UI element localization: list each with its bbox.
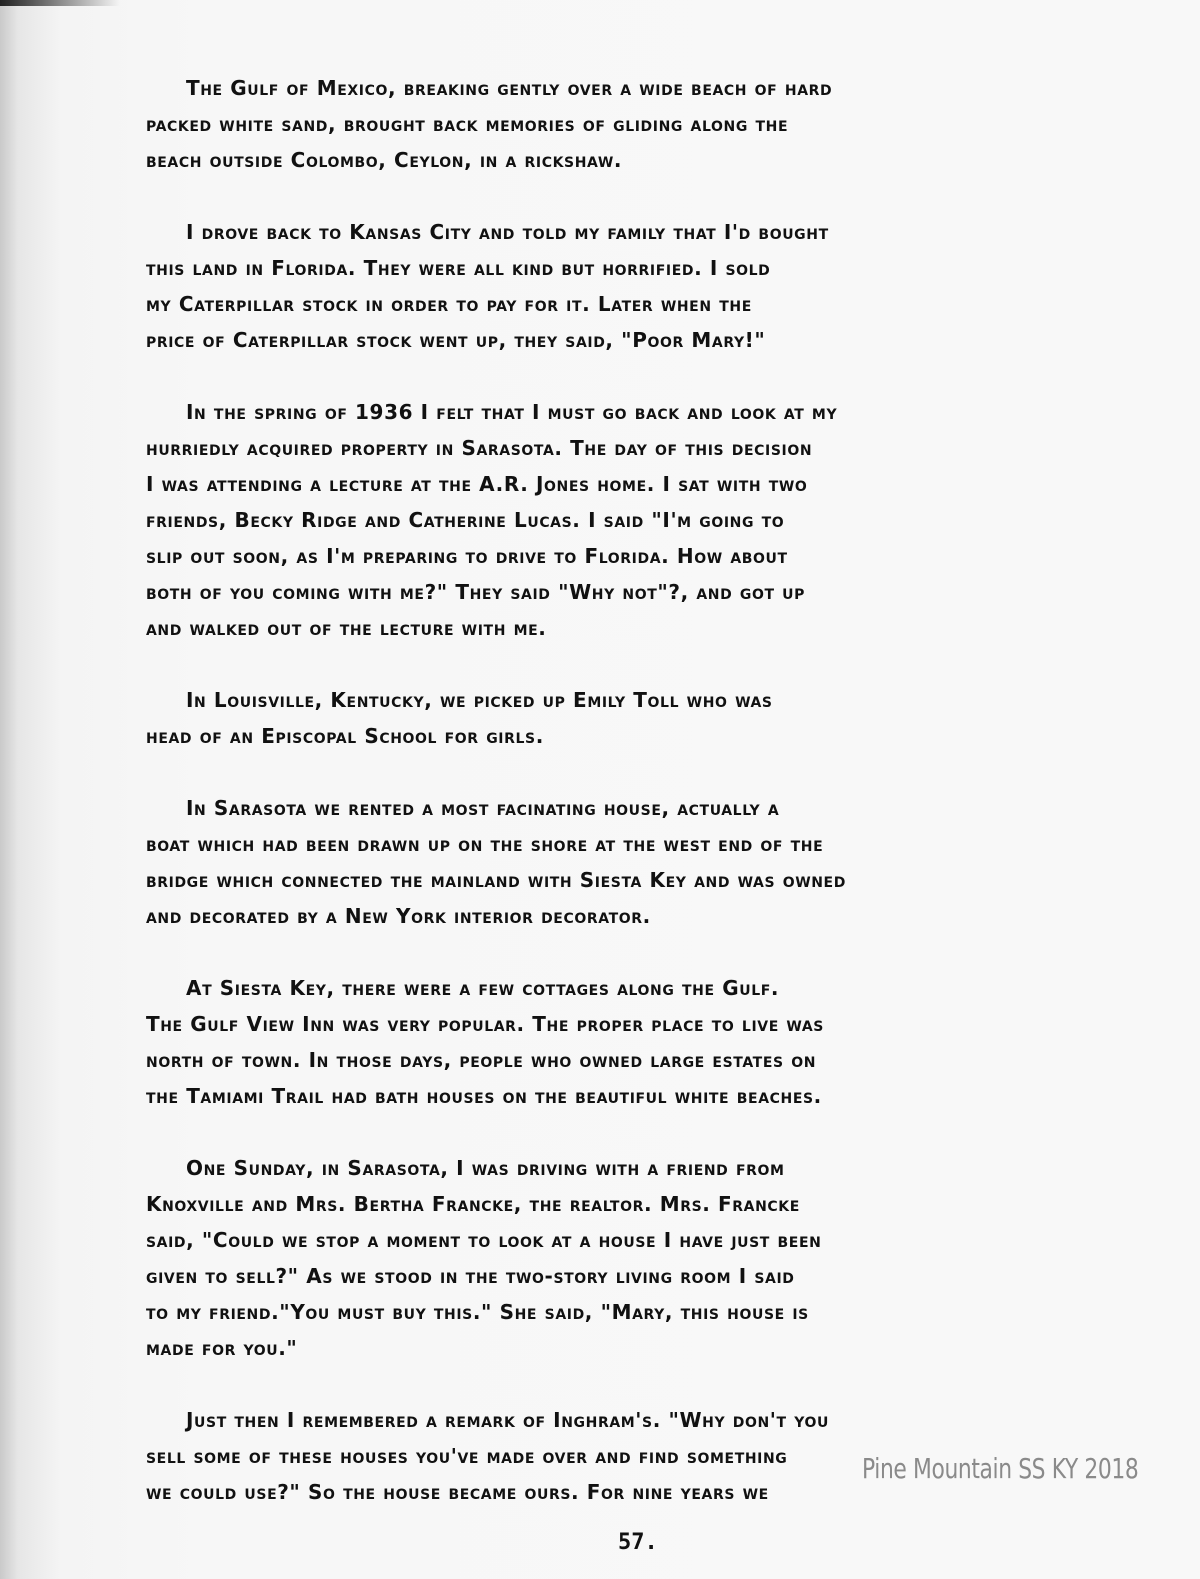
document-page: [146, 70, 1126, 1546]
watermark: Pine Mountain SS KY 2018: [862, 1452, 1139, 1485]
text-line: and walked out of the lecture with me.: [146, 616, 547, 640]
text-line: head of an Episcopal School for girls.: [146, 724, 544, 748]
text-line: my Caterpillar stock in order to pay for it. Later when the: [146, 292, 752, 316]
text-line: I was attending a lecture at the A.R. Jones home. I sat with two: [146, 472, 808, 496]
text-line: The Gulf View Inn was very popular. The proper place to live was: [146, 1012, 824, 1036]
text-line: In the spring of 1936 I felt that I must go back and look at my: [186, 400, 838, 424]
paragraph-kansas-city: [146, 214, 1126, 358]
text-line: Just then I remembered a remark of Inghram's. "Why don't you: [186, 1408, 829, 1432]
text-line: the Tamiami Trail had bath houses on the beautiful white beaches.: [146, 1084, 822, 1108]
text-line: At Siesta Key, there were a few cottages along the Gulf.: [186, 976, 780, 1000]
text-line: given to sell?" As we stood in the two-story living room I said: [146, 1264, 795, 1288]
text-line: One Sunday, in Sarasota, I was driving with a friend from: [186, 1156, 785, 1180]
text-line: boat which had been drawn up on the shore at the west end of the: [146, 832, 824, 856]
page-edge-shadow: [0, 0, 120, 6]
paragraph-sarasota-house: [146, 790, 1126, 934]
text-line: to my friend."You must buy this." She said, "Mary, this house is: [146, 1300, 809, 1324]
paragraph-louisville: [146, 682, 1126, 754]
text-line: In Sarasota we rented a most facinating house, actually a: [186, 796, 780, 820]
paragraph-gulf: [146, 70, 1126, 178]
text-line: I drove back to Kansas City and told my family that I'd bought: [186, 220, 829, 244]
text-line: we could use?" So the house became ours. For nine years we: [146, 1480, 769, 1504]
text-line: made for you.": [146, 1336, 298, 1360]
text-line: Knoxville and Mrs. Bertha Francke, the realtor. Mrs. Francke: [146, 1192, 800, 1216]
text-line: this land in Florida. They were all kind but horrified. I sold: [146, 256, 771, 280]
text-line: hurriedly acquired property in Sarasota. The day of this decision: [146, 436, 813, 460]
text-line: slip out soon, as I'm preparing to drive to Florida. How about: [146, 544, 788, 568]
text-line: said, "Could we stop a moment to look at a house I have just been: [146, 1228, 822, 1252]
text-line: packed white sand, brought back memories of gliding along the: [146, 112, 789, 136]
text-line: friends, Becky Ridge and Catherine Lucas. I said "I'm going to: [146, 508, 785, 532]
text-line: price of Caterpillar stock went up, they said, "Poor Mary!": [146, 328, 766, 352]
paragraph-spring-1936: [146, 394, 1126, 646]
text-line: sell some of these houses you've made over and find something: [146, 1444, 788, 1468]
text-line: both of you coming with me?" They said "Why not"?, and got up: [146, 580, 805, 604]
text-line: north of town. In those days, people who owned large estates on: [146, 1048, 817, 1072]
text-line: In Louisville, Kentucky, we picked up Emily Toll who was: [186, 688, 773, 712]
paragraph-one-sunday: [146, 1150, 1126, 1366]
paragraph-siesta-key: [146, 970, 1126, 1114]
text-line: beach outside Colombo, Ceylon, in a rickshaw.: [146, 148, 623, 172]
text-line: bridge which connected the mainland with Siesta Key and was owned: [146, 868, 846, 892]
page-number: 57.: [618, 1530, 658, 1555]
text-line: and decorated by a New York interior decorator.: [146, 904, 651, 928]
text-line: The Gulf of Mexico, breaking gently over a wide beach of hard: [186, 76, 833, 100]
